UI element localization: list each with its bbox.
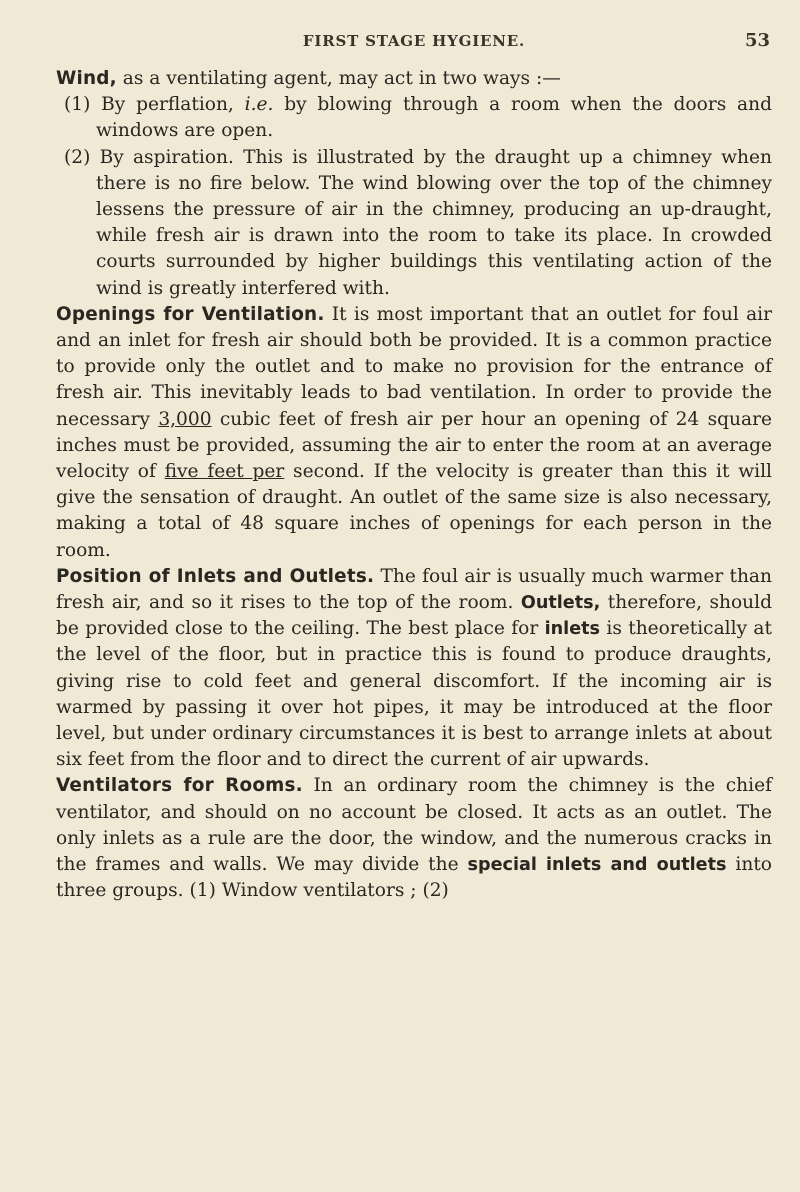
running-head <box>56 26 772 66</box>
page-number: 53 <box>744 30 770 51</box>
underlined-quantity: 3,000 <box>158 408 212 430</box>
openings-heading: Openings for Ventilation. <box>56 303 325 325</box>
way-item-2 <box>56 145 772 302</box>
ventilators-text: into three groups. (1) Window ventilators ; (2) <box>56 854 772 902</box>
ie-abbreviation: i.e. <box>244 94 274 116</box>
way-text: by blowing through a room when the doors and windows are open. <box>96 94 772 142</box>
ventilators-heading: Ventilators for Rooms. <box>56 775 303 797</box>
underlined-velocity: five feet per <box>164 461 285 483</box>
body-text <box>56 66 772 905</box>
wind-lead: Wind, <box>56 68 117 89</box>
position-paragraph <box>56 564 772 774</box>
way-text: By aspiration. This is illustrated by the draught up a chimney when there is no fire below. The wind blowing over the top of the chimney lessens the pressure of air in the chimney, producing an up-draught, while fresh air is drawn into the room to take its place. In crowded courts surrounded by higher buildings this ventilating action of the wind is greatly interfered with. <box>90 146 772 299</box>
ventilators-text: In an ordinary room the chimney is the chief ventilator, and should on no account be closed. It acts as an outlet. The only inlets as a rule are the door, the window, and the numerous cracks in the frames and walls. We may divide the <box>56 775 772 876</box>
way-text: By perflation, <box>90 94 245 116</box>
openings-text: second. If the velocity is greater than this it will give the sensation of draught. An outlet of the same size is also necessary, making a total of 48 square inches of openings for each person in the room. <box>56 461 772 561</box>
openings-text: It is most important that an outlet for foul air and an inlet for fresh air should both be provided. It is a common practice to provide only the outlet and to make no provision for the entrance of fresh air. This inevitably leads to bad ventilation. In order to provide the necessary <box>56 303 772 430</box>
way-number: (1) <box>64 94 91 116</box>
position-text: The foul air is usually much warmer than fresh air, and so it rises to the top of the room. <box>56 565 772 614</box>
inlets-term: inlets <box>544 619 601 640</box>
openings-paragraph <box>56 302 772 564</box>
position-text: therefore, should be provided close to the ceiling. The best place for <box>56 592 772 640</box>
way-number: (2) <box>64 146 91 168</box>
intro-paragraph <box>56 66 772 92</box>
outlets-term: Outlets, <box>520 593 601 614</box>
ventilators-paragraph <box>56 773 772 904</box>
position-text: is theoretically at the level of the floor, but in practice this is found to produce draughts, giving rise to cold feet and general discomfort. If the incoming air is warmed by passing it over hot pipes, it may be introduced at the floor level, but under ordinary circumstances it is best to arrange inlets at about six feet from the floor and to direct the current of air upwards. <box>56 618 772 771</box>
running-title: FIRST STAGE HYGIENE. <box>302 32 526 50</box>
special-inlets-outlets-term: special inlets and outlets <box>467 855 727 876</box>
position-heading: Position of Inlets and Outlets. <box>56 565 375 587</box>
intro-text: as a ventilating agent, may act in two ways :— <box>116 68 561 89</box>
openings-text: cubic feet of fresh air per hour an opening of 24 square inches must be provided, assuming the air to enter the room at an average velocity of <box>56 408 772 483</box>
way-item-1 <box>56 92 772 144</box>
